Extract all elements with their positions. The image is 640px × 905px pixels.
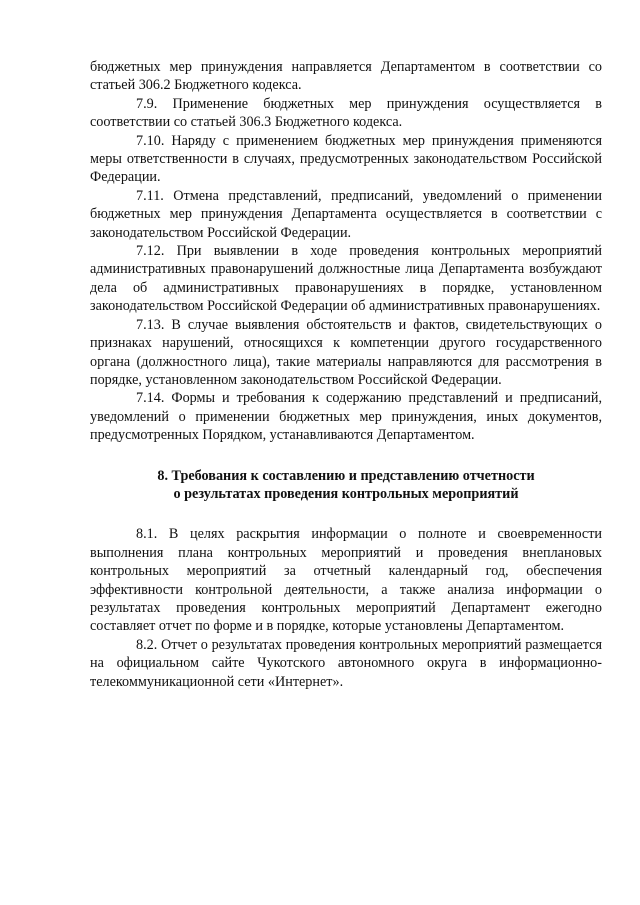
section-8-heading-line-1: 8. Требования к составлению и представлению отчетности <box>157 467 535 484</box>
section-8-body <box>90 525 602 691</box>
section-8-heading-line-2: о результатах проведения контрольных мероприятий <box>173 485 519 502</box>
section-7-body <box>90 58 602 445</box>
paragraph-8-1: 8.1. В целях раскрытия информации о полноте и своевременности выполнения плана контрольных мероприятий и проведения внеплановых контрольных мероприятий за отчетный календарный год, обеспечения эффективности контрольной деятельности, а также анализа информации о результатах проведения контрольных мероприятий Департамент ежегодно составляет отчет по форме и в порядке, которые установлены Департаментом. <box>90 526 602 635</box>
paragraph-7-14: 7.14. Формы и требования к содержанию представлений и предписаний, уведомлений о применении бюджетных мер принуждения, иных документов, предусмотренных Порядком, устанавливаются Департаментом. <box>90 390 602 444</box>
paragraph-7-11: 7.11. Отмена представлений, предписаний, уведомлений о применении бюджетных мер принуждения Департамента осуществляется в соответствии с законодательством Российской Федерации. <box>90 187 602 241</box>
document-page <box>90 58 602 691</box>
paragraph-7-13: 7.13. В случае выявления обстоятельств и фактов, свидетельствующих о признаках нарушений, относящихся к компетенции другого государственного органа (должностного лица), такие материалы направляются для рассмотрения в порядке, установленном законодательством Российской Федерации. <box>90 316 602 388</box>
paragraph-8-2: 8.2. Отчет о результатах проведения контрольных мероприятий размещается на официальном сайте Чукотского автономного округа в информационно-телекоммуникационной сети «Интернет». <box>90 636 602 690</box>
section-8-heading <box>90 467 602 504</box>
paragraph-7-12: 7.12. При выявлении в ходе проведения контрольных мероприятий административных правонарушений должностные лица Департамента возбуждают дела об административных правонарушениях в порядке, установленном законодательством Российской Федерации об административных правонарушениях. <box>90 243 602 315</box>
paragraph-7-9: 7.9. Применение бюджетных мер принуждения осуществляется в соответствии со статьей 306.3 Бюджетного кодекса. <box>90 95 602 131</box>
paragraph-7-8-continuation: бюджетных мер принуждения направляется Департаментом в соответствии со статьей 306.2 Бюджетного кодекса. <box>90 59 602 94</box>
paragraph-7-10: 7.10. Наряду с применением бюджетных мер принуждения применяются меры ответственности в случаях, предусмотренных законодательством Российской Федерации. <box>90 132 602 186</box>
